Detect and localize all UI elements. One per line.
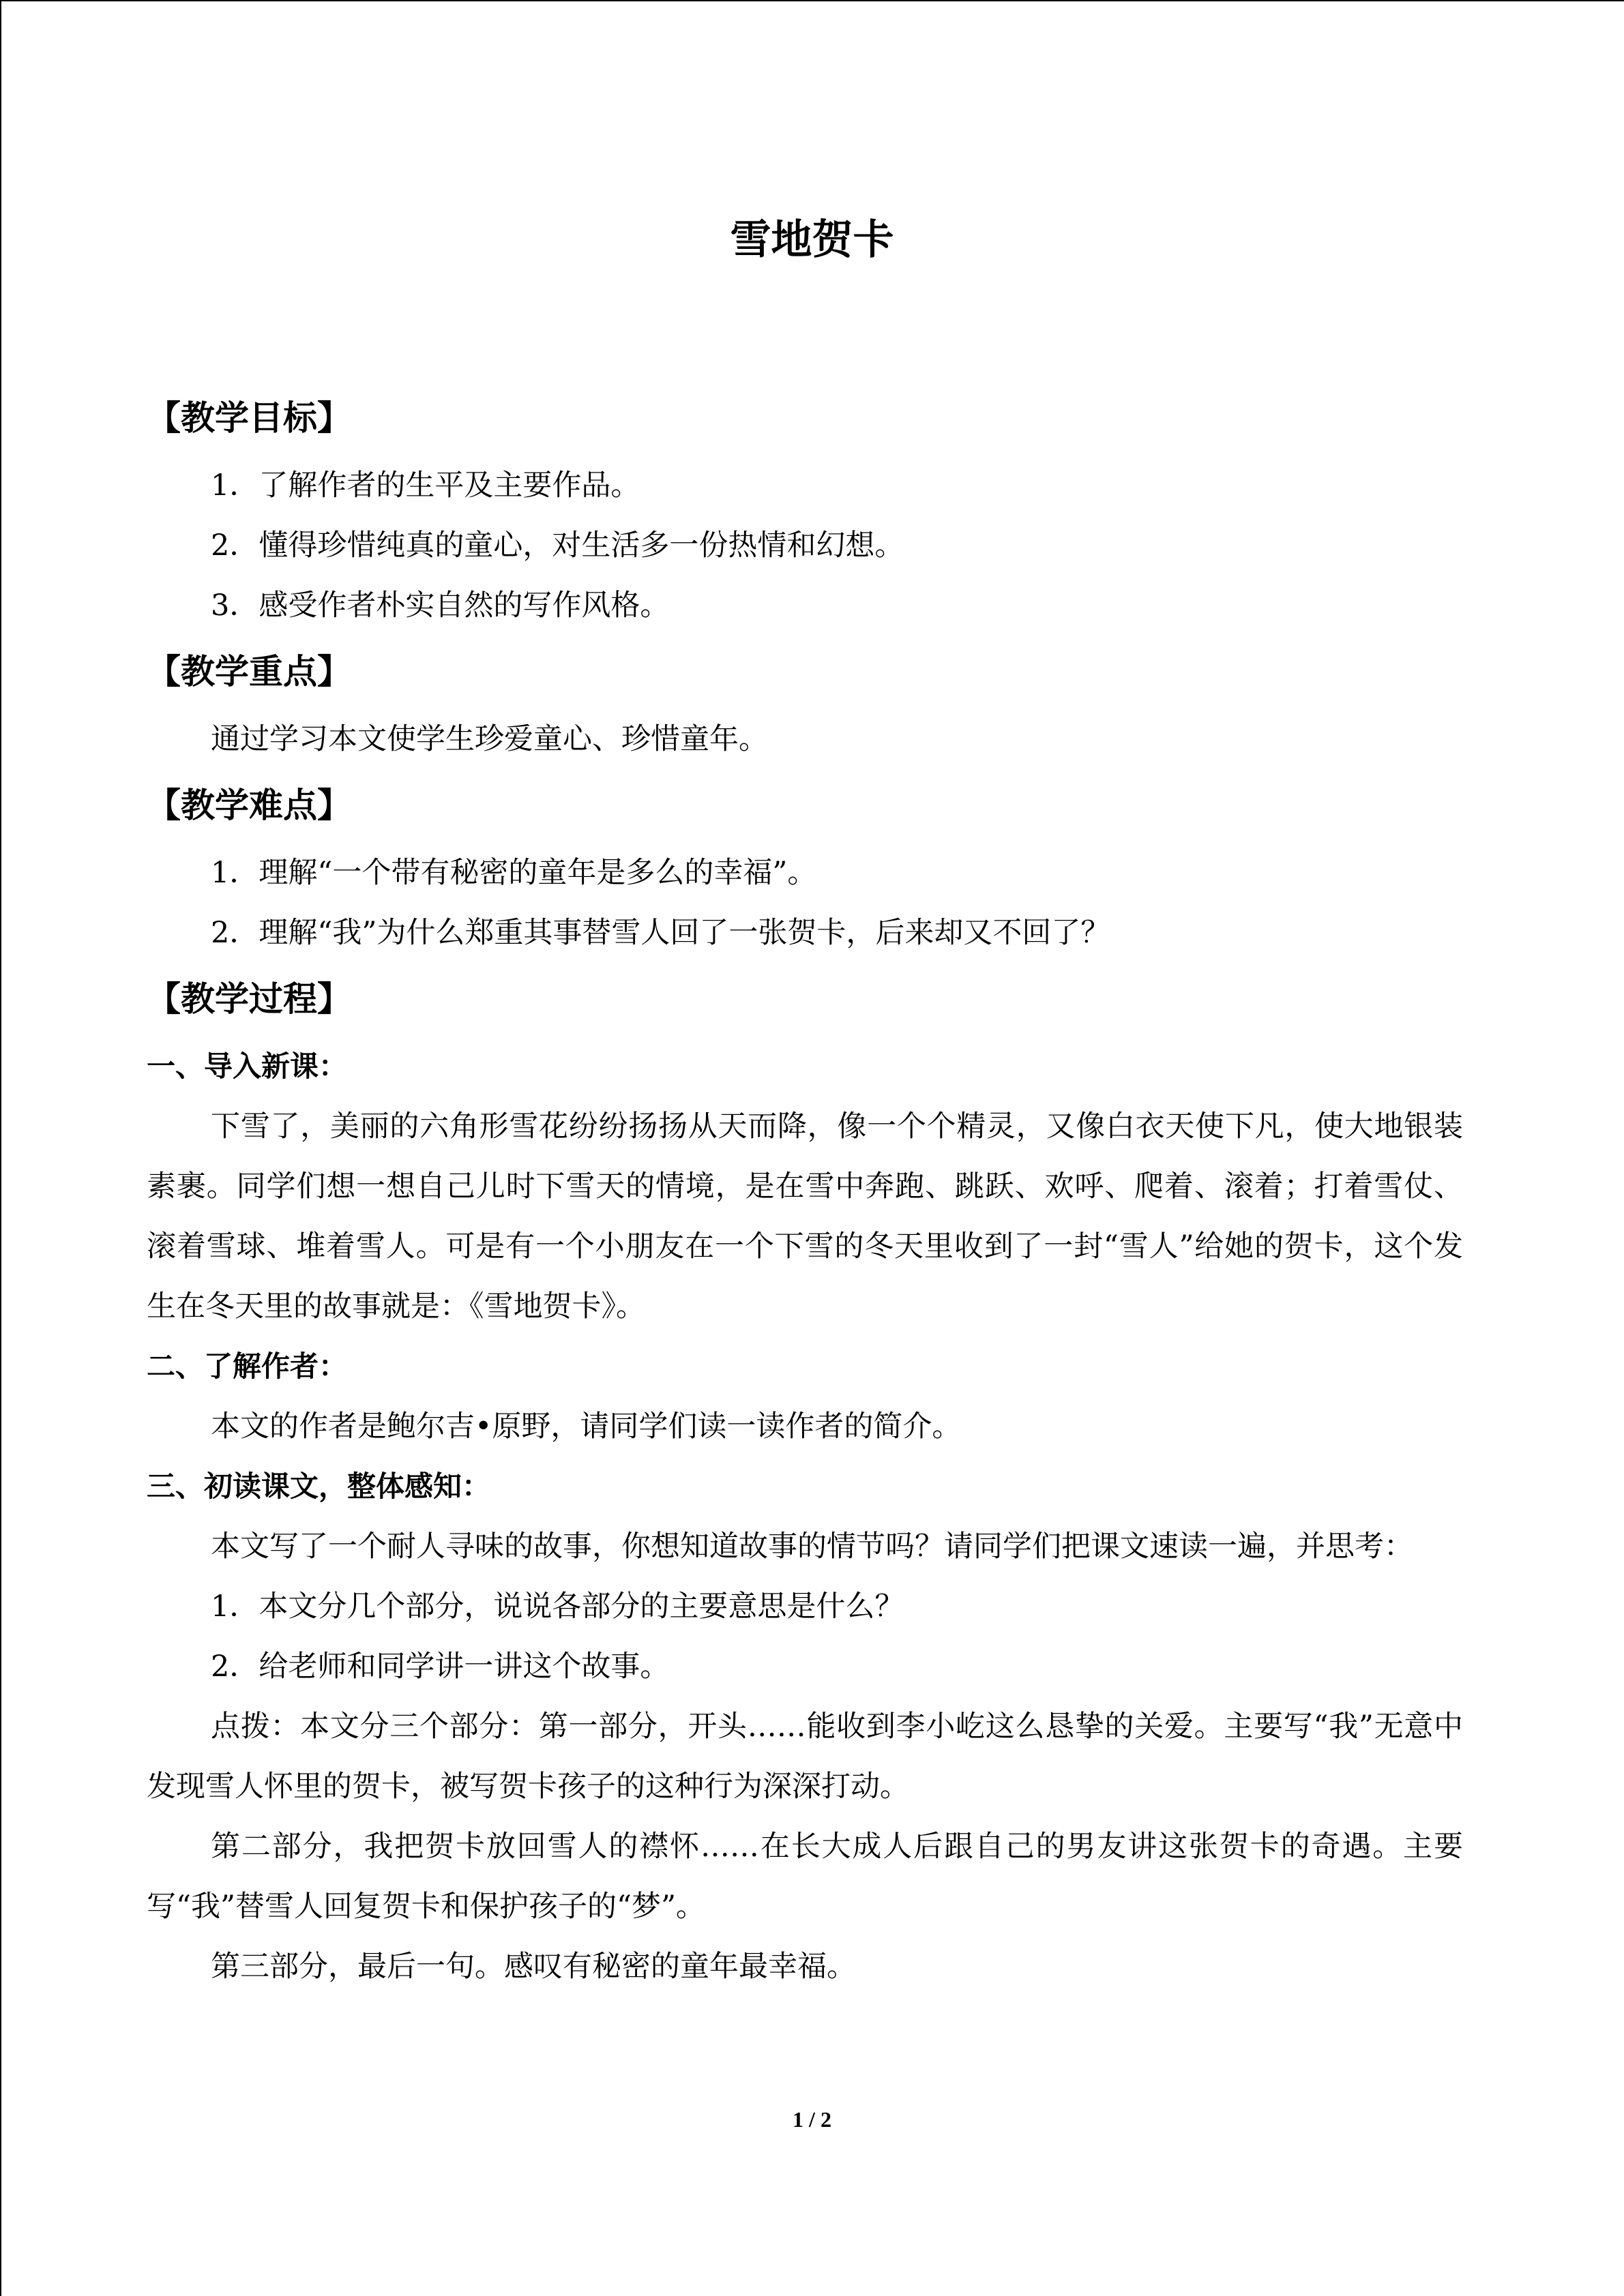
- goal-item: 1．了解作者的生平及主要作品。: [211, 468, 640, 503]
- step1-text: 下雪了，美丽的六角形雪花纷纷扬扬从天而降，像一个个精灵，又像白衣天使下凡，使大地银装素裹。同学们想一想自己儿时下雪天的情境，是在雪中奔跑、跳跃、欢呼、爬着、滚着；打着雪仗、滚着雪球、堆着雪人。可是有一个小朋友在一个下雪的冬天里收到了一封“雪人”给她的贺卡，这个发生在冬天里的故事就是：《雪地贺卡》。: [147, 1109, 1463, 1324]
- difficulties-heading: 【教学难点】: [147, 786, 351, 825]
- step3-text: 本文写了一个耐人寻味的故事，你想知道故事的情节吗？请同学们把课文速读一遍，并思考：: [211, 1530, 1413, 1564]
- step3-tip: 第二部分，我把贺卡放回雪人的襟怀……在长大成人后跟自己的男友讲这张贺卡的奇遇。主要写“我”替雪人回复贺卡和保护孩子的“梦”。: [147, 1830, 1463, 1924]
- step1-heading: 一、导入新课：: [147, 1049, 348, 1083]
- key-points-heading: 【教学重点】: [147, 652, 351, 691]
- step2-heading: 二、了解作者：: [147, 1350, 348, 1383]
- process-heading: 【教学过程】: [147, 979, 351, 1019]
- step3-question: 1．本文分几个部分，说说各部分的主要意思是什么？: [211, 1590, 904, 1624]
- step3-tip: 第三部分，最后一句。感叹有秘密的童年最幸福。: [211, 1950, 856, 1984]
- document-body: [147, 382, 1463, 1997]
- document-title: 雪地贺卡: [730, 216, 894, 264]
- difficulty-item: 2．理解“我”为什么郑重其事替雪人回了一张贺卡，后来却又不回了？: [211, 916, 1110, 950]
- step2-text: 本文的作者是鲍尔吉•原野，请同学们读一读作者的简介。: [211, 1410, 962, 1444]
- difficulty-item: 1．理解“一个带有秘密的童年是多么的幸福”。: [211, 856, 817, 890]
- step3-tip: 点拨：本文分三个部分：第一部分，开头……能收到李小屹这么恳挚的关爱。主要写“我”无意中发现雪人怀里的贺卡，被写贺卡孩子的这种行为深深打动。: [147, 1710, 1463, 1804]
- goals-heading: 【教学目标】: [147, 398, 351, 438]
- key-points-text: 通过学习本文使学生珍爱童心、珍惜童年。: [211, 722, 768, 756]
- step3-question: 2．给老师和同学讲一讲这个故事。: [211, 1650, 670, 1684]
- page-number: 1 / 2: [793, 2107, 831, 2132]
- goal-item: 2．懂得珍惜纯真的童心，对生活多一份热情和幻想。: [211, 528, 904, 563]
- step3-heading: 三、初读课文，整体感知：: [147, 1470, 491, 1503]
- goal-item: 3．感受作者朴实自然的写作风格。: [211, 588, 670, 623]
